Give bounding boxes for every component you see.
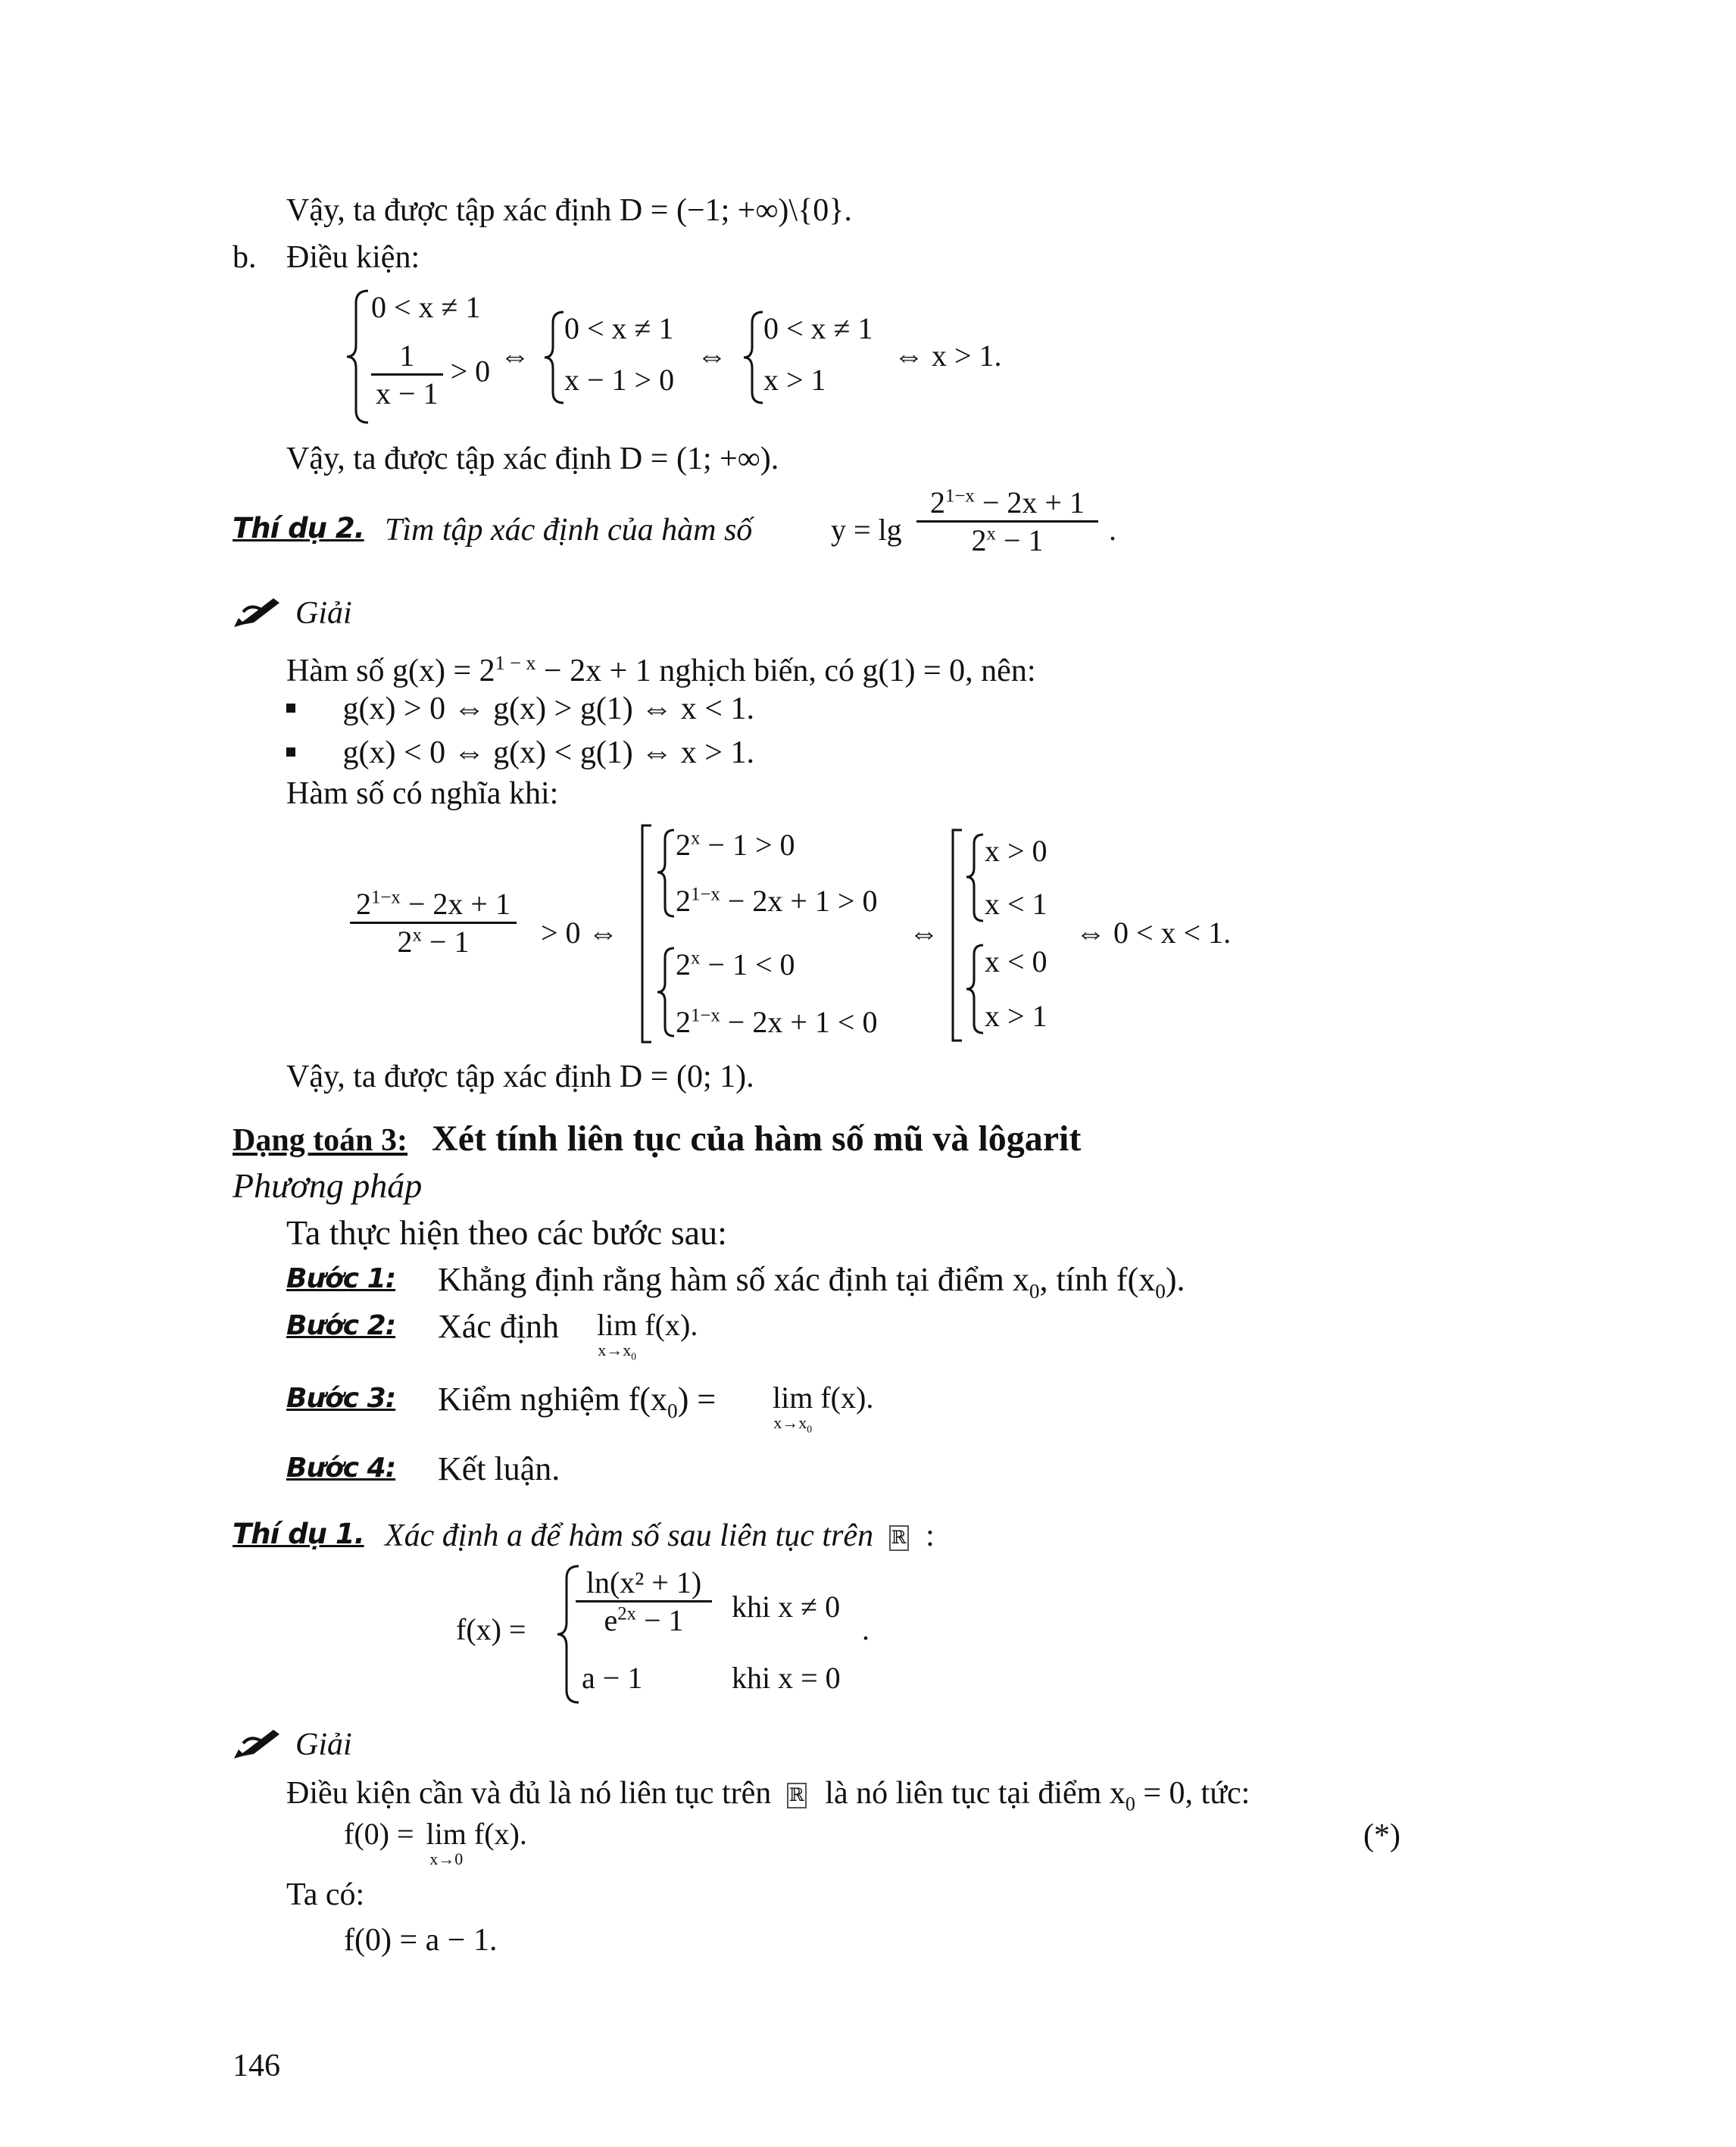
step-2-lim: lim $x\to x_0$ f(x). [597,1308,698,1362]
domain-result-c: Vậy, ta được tập xác định D = (0; 1). [286,1059,754,1094]
step-4-text: Kết luận. [438,1450,560,1487]
big-frac: $\frac{2^{1-x} - 2x + 1}{2^x - 1}$ [350,886,517,960]
sys1-frac-den: x − 1 [376,376,439,410]
step-3-lim: lim $x\to x_0$ f(x). [773,1381,874,1435]
big-c2: x < 1 [985,887,1048,921]
bullet-item-1: g(x) > 0 ⇔ g(x) > g(1) ⇔ x < 1. [286,691,754,727]
we-have: Ta có: [286,1877,365,1912]
example-2-frac: $\frac{2^{1-x} - 2x + 1}{2^x - 1}$ [916,485,1098,558]
big-c3: x < 0 [985,944,1048,978]
example-1-text: Xác định a để hàm số sau liên tục trên ℝ : [385,1518,935,1553]
step-1-text: Khẳng định rằng hàm số xác định tại điểm $x_0$, tính $f(x_0)$. [438,1261,1185,1303]
condition-text: Điều kiện cần và đủ là nó liên tục trên ℝ là nó liên tục tại điểm $x_0 = 0$, tức: [286,1776,1250,1815]
bracket-left-2 [950,829,965,1042]
page-number: 146 [233,2049,280,2083]
piecewise-cond-1: khi x ≠ 0 [732,1590,841,1624]
step-3-label: Bước 3: [286,1383,396,1414]
brace-b [659,947,677,1041]
part-b-label: b. [233,240,257,275]
sys3-line2: x > 1 [763,363,826,397]
bullet-icon [286,747,295,757]
piecewise-dot: . [862,1612,870,1646]
brace-c [968,833,986,924]
piecewise-row-2: a − 1 [582,1661,643,1695]
section-heading: Dạng toán 3: Xét tính liên tục của hàm số mũ và lôgarit [233,1119,1082,1159]
big-equiv: ⇔ [909,916,939,950]
g-def: Hàm số $g(x) = 2^{1 - x} - 2x + 1$ nghịch biến, có g(1) = 0, nên: [286,652,1036,688]
example-2-label: Thí dụ 2. [233,512,364,545]
part-b-text: Điều kiện: [286,240,420,275]
step-1-label: Bước 1: [286,1263,396,1294]
equiv-1: ⇔ [500,339,530,373]
meaning-text: Hàm số có nghĩa khi: [286,776,559,811]
brace-d [968,944,986,1038]
step-3-text: Kiểm nghiệm $f(x_0)$ = [438,1381,717,1422]
brace-a [659,829,677,919]
big-result: ⇔ 0 < x < 1. [1076,916,1232,950]
equation-tag: (*) [1363,1818,1400,1853]
bracket-left-1 [639,824,654,1044]
continuity-condition: f(0) = lim x→0 f(x). [344,1817,527,1868]
big-c1: x > 0 [985,834,1048,868]
sys1-frac-num: 1 [371,338,443,376]
sys1-gt: > 0 [450,354,491,389]
example-2-y: y = lg [831,513,902,547]
sys-result: ⇔ x > 1. [894,339,1002,373]
example-2-text: Tìm tập xác định của hàm số [385,513,753,548]
example-1-label: Thí dụ 1. [233,1518,364,1550]
step-2-label: Bước 2: [286,1310,396,1341]
bullet-item-2: g(x) < 0 ⇔ g(x) < g(1) ⇔ x > 1. [286,735,754,771]
bullet-icon [286,704,295,713]
solution-label-1: Giải [295,596,352,631]
example-2-dot: . [1109,513,1116,547]
domain-result-b: Vậy, ta được tập xác định D = (1; +∞). [286,442,779,476]
sys2-line2: x − 1 > 0 [564,363,675,397]
piecewise-frac: $\frac{\text{ln(x² + 1)}}{e^{2x} - 1}$ [576,1565,712,1638]
method-label: Phương pháp [233,1166,423,1205]
sys3-line1: 0 < x ≠ 1 [763,311,873,345]
domain-result-a: Vậy, ta được tập xác định D = (−1; +∞)\{0}. [286,193,852,228]
sys1-frac [371,338,490,411]
real-numbers-symbol: ℝ [787,1783,807,1808]
piecewise-f: f(x) = [456,1612,526,1646]
f0-result: f(0) = a − 1. [344,1923,498,1958]
big-a4: $2^{1-x} - 2x + 1 < 0$ [676,1005,878,1039]
pen-icon [233,595,283,632]
sys2-line1: 0 < x ≠ 1 [564,311,674,345]
step-2-text: Xác định [438,1308,560,1345]
brace-left-1 [350,289,373,424]
solution-label-2: Giải [295,1727,352,1762]
big-a1: 2$^x$ − 1 > 0 [676,828,795,862]
steps-intro: Ta thực hiện theo các bước sau: [286,1213,727,1252]
equiv-2: ⇔ [697,339,727,373]
sys1-line1: 0 < x ≠ 1 [371,290,481,324]
real-numbers-symbol: ℝ [889,1525,909,1551]
big-c4: x > 1 [985,999,1048,1033]
big-a3: 2$^x$ − 1 < 0 [676,947,795,981]
step-4-label: Bước 4: [286,1453,396,1484]
pen-icon [233,1727,283,1764]
piecewise-cond-2: khi x = 0 [732,1661,841,1695]
big-a2: $2^{1-x} - 2x + 1 > 0$ [676,884,878,918]
big-gt: > 0 ⇔ [541,916,619,950]
